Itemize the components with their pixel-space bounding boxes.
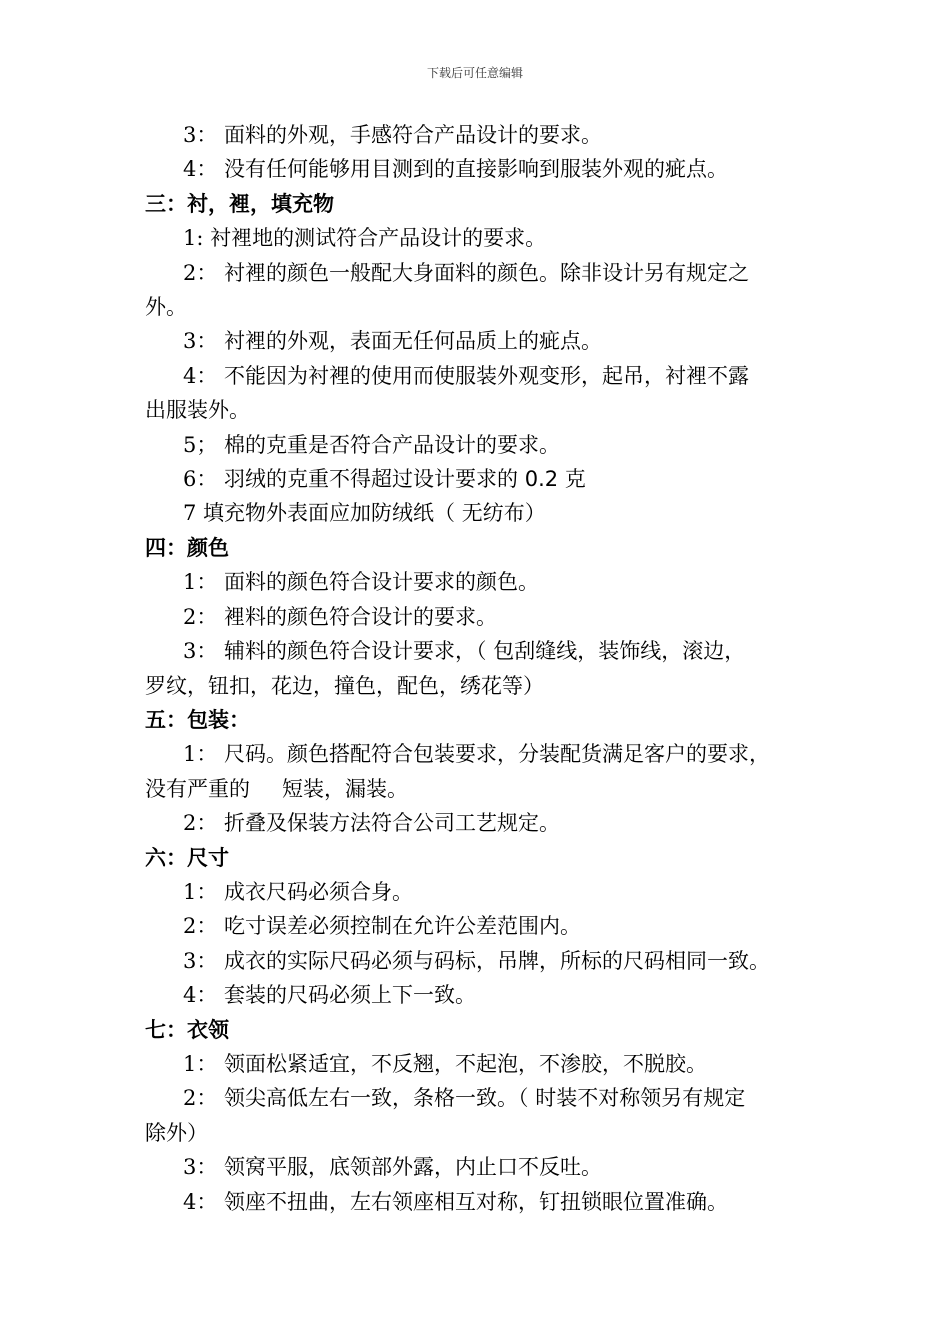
item-text: 裡料的颜色符合设计的要求。 xyxy=(224,604,498,629)
list-item xyxy=(145,978,815,1012)
item-text: 领面松紧适宜，不反翘，不起泡，不渗胶，不脱胶。 xyxy=(224,1051,708,1076)
item-text: 领座不扭曲，左右领座相互对称，钉扭锁眼位置准确。 xyxy=(224,1189,729,1214)
item-number: 2： xyxy=(183,914,225,939)
list-item xyxy=(145,737,815,771)
item-text: 领窝平服，底领部外露，内止口不反吐。 xyxy=(224,1155,603,1180)
list-item xyxy=(145,462,815,496)
item-number: 4： xyxy=(183,983,225,1008)
list-item xyxy=(145,359,815,393)
list-item xyxy=(145,221,815,255)
list-item xyxy=(145,909,815,943)
item-text: 套装的尺码必须上下一致。 xyxy=(224,983,477,1008)
item-number: 1： xyxy=(183,570,225,595)
section-heading: 五：包装： xyxy=(145,707,250,732)
list-item xyxy=(145,118,815,152)
item-text: 折叠及保装方法符合公司工艺规定。 xyxy=(224,811,561,836)
item-text: 不能因为衬裡的使用而使服装外观变形，起吊，衬裡不露 xyxy=(224,363,750,388)
item-text: 填充物外表面应加防绒纸（ 无纺布） xyxy=(203,501,546,526)
item-number: 7 xyxy=(183,501,204,526)
item-text: 成衣的实际尺码必须与码标，吊牌，所标的尺码相同一致。 xyxy=(224,948,771,973)
list-item xyxy=(145,256,815,290)
item-text: 没有任何能够用目测到的直接影响到服装外观的疵点。 xyxy=(224,157,729,182)
list-item-continuation: 外。 xyxy=(145,295,187,320)
item-text: 羽绒的克重不得超过设计要求的 0.2 克 xyxy=(224,467,586,492)
list-item xyxy=(145,1150,815,1184)
item-number: 3： xyxy=(183,329,225,354)
item-text: 成衣尺码必须合身。 xyxy=(224,879,414,904)
item-number: 1： xyxy=(183,1051,225,1076)
list-item xyxy=(145,1047,815,1081)
document-body xyxy=(145,118,815,1219)
item-number: 4： xyxy=(183,363,225,388)
item-text: 棉的克重是否符合产品设计的要求。 xyxy=(224,432,561,457)
page-header-note: 下载后可任意编辑 xyxy=(426,66,523,80)
list-item xyxy=(145,496,815,530)
list-item xyxy=(145,1185,815,1219)
item-number: 1: xyxy=(183,226,211,251)
item-text: 面料的颜色符合设计要求的颜色。 xyxy=(224,570,540,595)
list-item-continuation: 除外） xyxy=(145,1120,208,1145)
list-item xyxy=(145,944,815,978)
item-number: 2： xyxy=(183,811,225,836)
item-number: 1： xyxy=(183,742,225,767)
item-text: 吃寸误差必须控制在允许公差范围内。 xyxy=(224,914,582,939)
item-text: 尺码。颜色搭配符合包装要求，分装配货满足客户的要求， xyxy=(224,742,771,767)
list-item-continuation xyxy=(145,772,815,806)
item-text: 衬裡的外观，表面无任何品质上的疵点。 xyxy=(224,329,603,354)
list-item-continuation: 出服装外。 xyxy=(145,398,250,423)
item-text: 衬裡地的测试符合产品设计的要求。 xyxy=(210,226,547,251)
item-text: 没有严重的 xyxy=(145,776,250,801)
section-heading: 四：颜色 xyxy=(145,535,229,560)
item-number: 2： xyxy=(183,1086,225,1111)
item-text: 衬裡的颜色一般配大身面料的颜色。除非设计另有规定之 xyxy=(224,260,750,285)
list-item xyxy=(145,600,815,634)
item-number: 2： xyxy=(183,604,225,629)
item-number: 3： xyxy=(183,123,225,147)
item-text: 面料的外观，手感符合产品设计的要求。 xyxy=(224,123,603,147)
item-number: 1： xyxy=(183,879,225,904)
list-item xyxy=(145,324,815,358)
list-item xyxy=(145,875,815,909)
list-item xyxy=(145,565,815,599)
list-item xyxy=(145,152,815,186)
section-heading: 三：衬，裡，填充物 xyxy=(145,191,334,216)
item-text: 领尖高低左右一致，条格一致。（ 时装不对称领另有规定 xyxy=(224,1086,746,1111)
item-text: 辅料的颜色符合设计要求，（ 包刮缝线，装饰线，滚边， xyxy=(224,639,746,664)
item-number: 3： xyxy=(183,1155,225,1180)
list-item xyxy=(145,806,815,840)
list-item xyxy=(145,428,815,462)
item-text: 短装，漏装。 xyxy=(282,776,408,801)
item-number: 3： xyxy=(183,948,225,973)
list-item xyxy=(145,1081,815,1115)
list-item xyxy=(145,634,815,668)
item-number: 4： xyxy=(183,157,225,182)
section-heading: 六：尺寸 xyxy=(145,845,229,870)
item-number: 4： xyxy=(183,1189,225,1214)
item-number: 5； xyxy=(183,432,225,457)
section-heading: 七：衣领 xyxy=(145,1017,229,1042)
list-item-continuation: 罗纹，钮扣，花边，撞色，配色，绣花等） xyxy=(145,673,544,698)
item-number: 6： xyxy=(183,467,225,492)
item-number: 2： xyxy=(183,260,225,285)
item-number: 3： xyxy=(183,639,225,664)
